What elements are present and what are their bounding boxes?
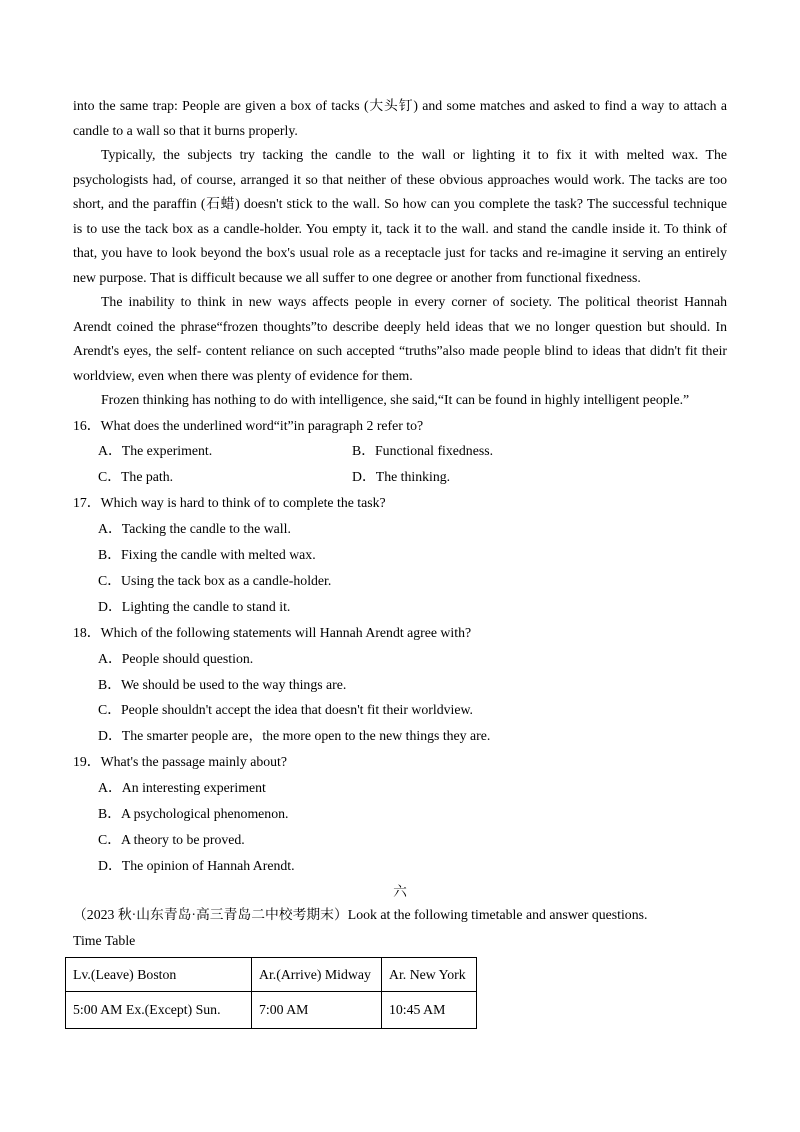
- timetable-row: [66, 992, 477, 1029]
- passage-line: new purpose. That is difficult because we all suffer to one degree or another from functional fixedness.: [73, 269, 641, 285]
- timetable-cell: 5:00 AM Ex.(Except) Sun.: [66, 992, 252, 1029]
- timetable-header-cell: Lv.(Leave) Boston: [66, 958, 252, 992]
- option-a: A．People should question.: [98, 650, 254, 666]
- passage-line: The inability to think in new ways affects people in every corner of society. The political theorist Hannah: [101, 294, 727, 309]
- question-stem: 18．Which of the following statements will Hannah Arendt agree with?: [73, 624, 472, 640]
- option-c: C．Using the tack box as a candle-holder.: [98, 572, 332, 588]
- option-b: B．A psychological phenomenon.: [98, 806, 289, 822]
- option-c: C．The path.: [98, 469, 174, 485]
- option-a: A．An interesting experiment: [98, 780, 266, 796]
- passage-paragraph-4: [73, 388, 727, 413]
- section-number: 六: [393, 883, 407, 899]
- passage-line: worldview, even when there was plenty of evidence for them.: [73, 367, 413, 383]
- passage-line: is to use the tack box as a candle-holder. You empty it, tack it to the wall. and stand the candle inside it. To think of: [73, 220, 727, 236]
- timetable-header-row: [66, 958, 477, 992]
- timetable-cell: 10:45 AM: [382, 992, 477, 1029]
- passage-line: that, you have to look beyond the box's usual role as a receptacle just for tacks and re-imagine it serving an entirely: [73, 245, 727, 260]
- option-c: C．People shouldn't accept the idea that doesn't fit their worldview.: [98, 702, 473, 718]
- question-stem: 16．What does the underlined word“it”in paragraph 2 refer to?: [73, 417, 424, 433]
- passage-line: Arendt's eyes, the self- content reliance on such accepted “truths”also made people blind to ideas that didn't fit their: [73, 343, 727, 358]
- passage-paragraph-3: [73, 290, 727, 388]
- option-a: A．Tacking the candle to the wall.: [98, 521, 291, 537]
- reading-passage: [73, 94, 727, 413]
- passage-line: Frozen thinking has nothing to do with intelligence, she said,“It can be found in highly intelligent people.”: [101, 392, 690, 407]
- option-d: D．The smarter people are，the more open to the new things they are.: [98, 728, 491, 744]
- passage-paragraph-1: [73, 94, 727, 143]
- section-source-instruction: （2023 秋·山东青岛·高三青岛二中校考期末）Look at the following timetable and answer questions.: [73, 907, 648, 922]
- timetable-header-cell: Ar.(Arrive) Midway: [252, 958, 382, 992]
- passage-line: Arendt coined the phrase“frozen thoughts”to describe deeply held ideas that we no longer question but should. In: [73, 318, 727, 334]
- passage-line: Typically, the subjects try tacking the candle to the wall or lighting it to fix it with melted wax. The: [101, 147, 727, 162]
- option-d: D．The opinion of Hannah Arendt.: [98, 857, 295, 873]
- question-19: [73, 749, 727, 879]
- passage-line: candle to a wall so that it burns properly.: [73, 122, 298, 138]
- passage-line: psychologists had, of course, arranged it so that neither of these obvious approaches would work. The tacks are too: [73, 171, 727, 187]
- timetable-cell: 7:00 AM: [252, 992, 382, 1029]
- option-b: B．We should be used to the way things are.: [98, 676, 347, 692]
- question-18: [73, 620, 727, 750]
- option-row: [73, 464, 727, 490]
- question-stem: 19．What's the passage mainly about?: [73, 754, 287, 770]
- option-row: [73, 438, 727, 464]
- option-b: B．Fixing the candle with melted wax.: [98, 547, 316, 563]
- timetable: [65, 957, 477, 1029]
- passage-line: short, and the paraffin (石蜡) doesn't stick to the wall. So how can you complete the task? The successful technique: [73, 196, 727, 211]
- option-d: D．The thinking.: [352, 469, 451, 485]
- question-stem: 17．Which way is hard to think of to complete the task?: [73, 495, 386, 511]
- option-c: C．A theory to be proved.: [98, 832, 245, 847]
- option-d: D．Lighting the candle to stand it.: [98, 598, 291, 614]
- option-b: B．Functional fixedness.: [352, 443, 494, 459]
- timetable-header-cell: Ar. New York: [382, 958, 477, 992]
- option-a: A．The experiment.: [98, 443, 213, 459]
- question-list: [73, 413, 727, 879]
- table-caption: Time Table: [73, 932, 136, 948]
- passage-paragraph-2: [73, 143, 727, 290]
- question-17: [73, 490, 727, 620]
- question-16: [73, 413, 727, 491]
- passage-line: into the same trap: People are given a box of tacks (大头钉) and some matches and asked to find a way to attach a: [73, 98, 727, 113]
